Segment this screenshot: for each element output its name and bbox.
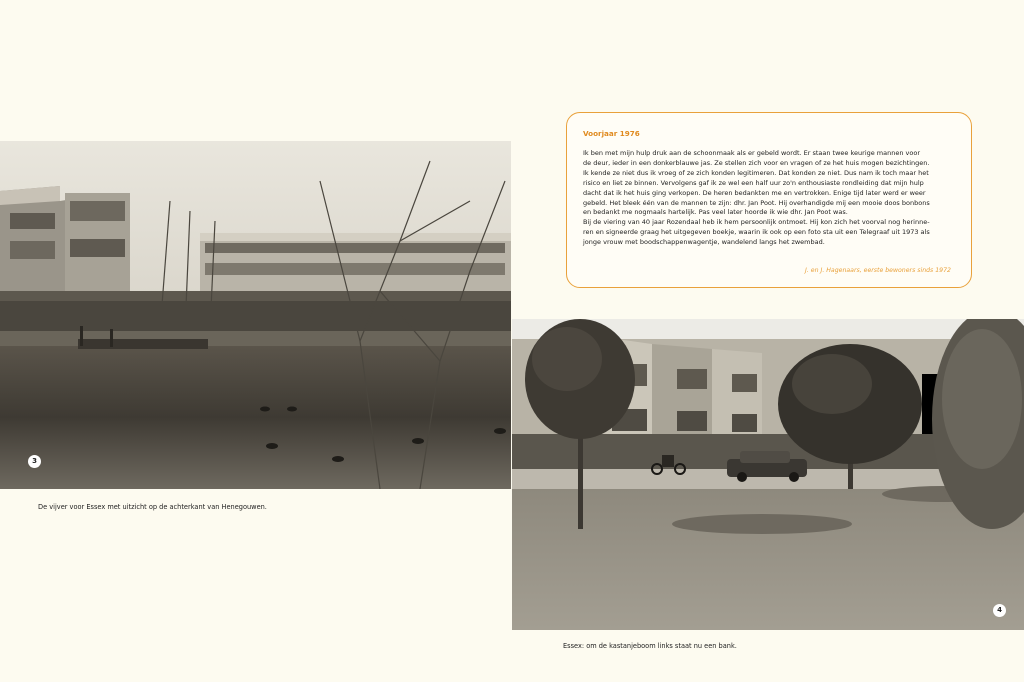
quote-line: de deur, ieder in een donkerblauwe jas. Ze stellen zich voor en vragen of ze het huis mogen bezichtingen. (583, 158, 930, 167)
quote-body (583, 149, 955, 248)
quote-line: en bedankt me nogmaals hartelijk. Pas veel later hoorde ik wie dhr. Jan Poot was. (583, 208, 848, 217)
quote-signature: J. en J. Hagenaars, eerste bewoners sinds 1972 (805, 267, 951, 274)
quote-line: gebeld. Het bleek één van de mannen te zijn: dhr. Jan Poot. Hij overhandigde mij een mooie doos bonbons (583, 198, 930, 207)
quote-line: jonge vrouw met boodschappenwagentje, wandelend langs het zwembad. (583, 238, 825, 247)
street-photo (512, 319, 1024, 630)
quote-line: ren en signeerde graag het uitgegeven boekje, waarin ik ook op een foto sta uit een Telegraaf uit 1973 als (583, 228, 930, 237)
photo-number-badge: 4 (993, 604, 1006, 617)
pond-photo (0, 141, 511, 489)
quote-line: Bij de viering van 40 jaar Rozendaal heb ik hem persoonlijk ontmoet. Hij kon zich het voorval nog herinne- (583, 218, 930, 227)
quote-line: Ik kende ze niet dus ik vroeg of ze zich konden legitimeren. Dat konden ze niet. Dus nam ik toch maar het (583, 168, 929, 177)
quote-box (566, 112, 972, 288)
photo-number-badge: 3 (28, 455, 41, 468)
quote-line: Ik ben met mijn hulp druk aan de schoonmaak als er gebeld wordt. Er staan twee keurige mannen voor (583, 149, 921, 157)
photo-caption: Essex: om de kastanjeboom links staat nu een bank. (563, 642, 737, 650)
photo-caption: De vijver voor Essex met uitzicht op de achterkant van Henegouwen. (38, 503, 267, 511)
quote-line: dacht dat ik het huis ging verkopen. De heren bedankten me en vertrokken. Enige tijd later werd er weer (583, 188, 926, 197)
quote-line: risico en liet ze binnen. Vervolgens gaf ik ze wel een half uur zo'n enthousiaste rondleiding dat mijn hulp (583, 178, 924, 187)
quote-title: Voorjaar 1976 (583, 129, 640, 138)
